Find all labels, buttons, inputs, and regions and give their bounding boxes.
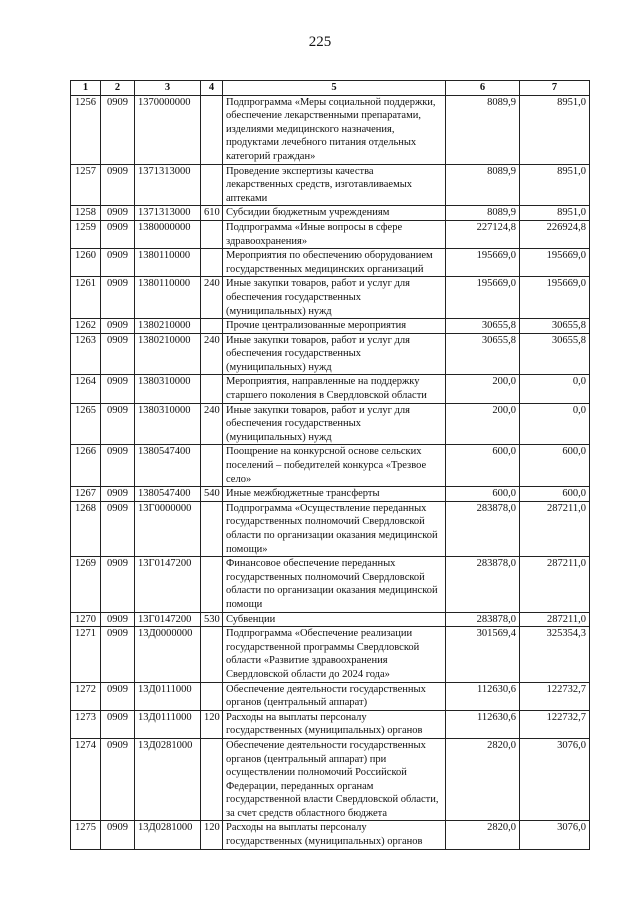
- item-name: Субвенции: [223, 612, 446, 627]
- amount-year-1: 8089,9: [446, 164, 520, 206]
- table-row: [71, 487, 590, 502]
- item-name: Иные закупки товаров, работ и услуг для обеспечения государственных (муниципальных) нужд: [223, 403, 446, 445]
- target-code: 1380000000: [135, 220, 201, 248]
- item-name: Мероприятия, направленные на поддержку старшего поколения в Свердловской области: [223, 375, 446, 403]
- expense-type: [201, 319, 223, 334]
- expense-type: 120: [201, 710, 223, 738]
- item-name: Поощрение на конкурсной основе сельских поселений – победителей конкурса «Трезвое село»: [223, 445, 446, 487]
- amount-year-1: 301569,4: [446, 627, 520, 682]
- section-code: 0909: [101, 249, 135, 277]
- table-row: [71, 557, 590, 612]
- table-row: [71, 375, 590, 403]
- row-number: 1274: [71, 738, 101, 821]
- target-code: 1371313000: [135, 206, 201, 221]
- amount-year-2: 600,0: [520, 487, 590, 502]
- item-name: Подпрограмма «Обеспечение реализации государственной программы Свердловской области «Развитие здравоохранения Свердловской области до 2024 года»: [223, 627, 446, 682]
- expense-type: 240: [201, 277, 223, 319]
- column-header: 4: [201, 81, 223, 96]
- item-name: Прочие централизованные мероприятия: [223, 319, 446, 334]
- target-code: 1380110000: [135, 249, 201, 277]
- item-name: Иные закупки товаров, работ и услуг для обеспечения государственных (муниципальных) нужд: [223, 333, 446, 375]
- table-row: [71, 612, 590, 627]
- target-code: 1371313000: [135, 164, 201, 206]
- amount-year-2: 600,0: [520, 445, 590, 487]
- amount-year-1: 8089,9: [446, 206, 520, 221]
- table-row: [71, 445, 590, 487]
- target-code: 1380547400: [135, 445, 201, 487]
- row-number: 1256: [71, 95, 101, 164]
- row-number: 1260: [71, 249, 101, 277]
- row-number: 1258: [71, 206, 101, 221]
- target-code: 13Д0000000: [135, 627, 201, 682]
- expense-type: [201, 682, 223, 710]
- amount-year-1: 200,0: [446, 403, 520, 445]
- section-code: 0909: [101, 220, 135, 248]
- item-name: Обеспечение деятельности государственных органов (центральный аппарат) при осуществлении полномочий Российской Федерации, переданных органам государственной власти Свердловской области, за счет средств областного бюджета: [223, 738, 446, 821]
- target-code: 1380310000: [135, 375, 201, 403]
- amount-year-1: 227124,8: [446, 220, 520, 248]
- section-code: 0909: [101, 821, 135, 849]
- expense-type: [201, 95, 223, 164]
- section-code: 0909: [101, 375, 135, 403]
- row-number: 1273: [71, 710, 101, 738]
- column-header: 1: [71, 81, 101, 96]
- table-row: [71, 738, 590, 821]
- target-code: 1370000000: [135, 95, 201, 164]
- amount-year-2: 122732,7: [520, 682, 590, 710]
- item-name: Проведение экспертизы качества лекарственных средств, изготавливаемых аптеками: [223, 164, 446, 206]
- table-row: [71, 319, 590, 334]
- table-header-row: [71, 81, 590, 96]
- row-number: 1270: [71, 612, 101, 627]
- row-number: 1266: [71, 445, 101, 487]
- expense-type: [201, 557, 223, 612]
- amount-year-2: 3076,0: [520, 821, 590, 849]
- row-number: 1261: [71, 277, 101, 319]
- section-code: 0909: [101, 501, 135, 556]
- row-number: 1271: [71, 627, 101, 682]
- expense-type: [201, 445, 223, 487]
- section-code: 0909: [101, 333, 135, 375]
- amount-year-2: 30655,8: [520, 333, 590, 375]
- expense-type: [201, 375, 223, 403]
- section-code: 0909: [101, 95, 135, 164]
- amount-year-2: 0,0: [520, 403, 590, 445]
- expense-type: 540: [201, 487, 223, 502]
- section-code: 0909: [101, 738, 135, 821]
- section-code: 0909: [101, 319, 135, 334]
- column-header: 2: [101, 81, 135, 96]
- expense-type: [201, 627, 223, 682]
- item-name: Подпрограмма «Осуществление переданных государственных полномочий Свердловской области по организации оказания медицинской помощи»: [223, 501, 446, 556]
- row-number: 1269: [71, 557, 101, 612]
- expense-type: [201, 164, 223, 206]
- section-code: 0909: [101, 277, 135, 319]
- row-number: 1259: [71, 220, 101, 248]
- target-code: 1380110000: [135, 277, 201, 319]
- amount-year-1: 30655,8: [446, 333, 520, 375]
- section-code: 0909: [101, 557, 135, 612]
- section-code: 0909: [101, 445, 135, 487]
- item-name: Подпрограмма «Меры социальной поддержки, обеспечение лекарственными препаратами, изделиями медицинского назначения, продуктами лечебного питания отдельных категорий граждан»: [223, 95, 446, 164]
- amount-year-2: 3076,0: [520, 738, 590, 821]
- amount-year-2: 287211,0: [520, 501, 590, 556]
- expense-type: [201, 501, 223, 556]
- row-number: 1264: [71, 375, 101, 403]
- row-number: 1267: [71, 487, 101, 502]
- target-code: 13Д0111000: [135, 682, 201, 710]
- amount-year-2: 30655,8: [520, 319, 590, 334]
- row-number: 1257: [71, 164, 101, 206]
- expense-type: 240: [201, 333, 223, 375]
- amount-year-1: 30655,8: [446, 319, 520, 334]
- target-code: 13Г0147200: [135, 557, 201, 612]
- amount-year-2: 287211,0: [520, 612, 590, 627]
- amount-year-1: 195669,0: [446, 277, 520, 319]
- item-name: Субсидии бюджетным учреждениям: [223, 206, 446, 221]
- item-name: Расходы на выплаты персоналу государственных (муниципальных) органов: [223, 710, 446, 738]
- expense-type: 530: [201, 612, 223, 627]
- budget-table: [70, 80, 590, 850]
- target-code: 13Г0147200: [135, 612, 201, 627]
- item-name: Иные закупки товаров, работ и услуг для обеспечения государственных (муниципальных) нужд: [223, 277, 446, 319]
- section-code: 0909: [101, 612, 135, 627]
- amount-year-1: 2820,0: [446, 738, 520, 821]
- expense-type: [201, 738, 223, 821]
- section-code: 0909: [101, 206, 135, 221]
- table-row: [71, 821, 590, 849]
- target-code: 1380547400: [135, 487, 201, 502]
- expense-type: 240: [201, 403, 223, 445]
- item-name: Мероприятия по обеспечению оборудованием государственных медицинских организаций: [223, 249, 446, 277]
- amount-year-1: 200,0: [446, 375, 520, 403]
- table-row: [71, 95, 590, 164]
- item-name: Обеспечение деятельности государственных органов (центральный аппарат): [223, 682, 446, 710]
- table-row: [71, 249, 590, 277]
- table-row: [71, 277, 590, 319]
- section-code: 0909: [101, 164, 135, 206]
- expense-type: [201, 249, 223, 277]
- table-row: [71, 206, 590, 221]
- page-number: 225: [308, 34, 332, 50]
- column-header: 3: [135, 81, 201, 96]
- amount-year-1: 283878,0: [446, 501, 520, 556]
- amount-year-2: 287211,0: [520, 557, 590, 612]
- table-row: [71, 333, 590, 375]
- table-row: [71, 710, 590, 738]
- amount-year-2: 325354,3: [520, 627, 590, 682]
- item-name: Подпрограмма «Иные вопросы в сфере здравоохранения»: [223, 220, 446, 248]
- row-number: 1268: [71, 501, 101, 556]
- target-code: 13Д0111000: [135, 710, 201, 738]
- target-code: 1380210000: [135, 319, 201, 334]
- amount-year-1: 283878,0: [446, 557, 520, 612]
- amount-year-2: 195669,0: [520, 277, 590, 319]
- expense-type: 610: [201, 206, 223, 221]
- amount-year-1: 8089,9: [446, 95, 520, 164]
- expense-type: 120: [201, 821, 223, 849]
- column-header: 7: [520, 81, 590, 96]
- row-number: 1265: [71, 403, 101, 445]
- table-row: [71, 220, 590, 248]
- amount-year-2: 195669,0: [520, 249, 590, 277]
- amount-year-1: 600,0: [446, 487, 520, 502]
- expense-type: [201, 220, 223, 248]
- row-number: 1275: [71, 821, 101, 849]
- item-name: Финансовое обеспечение переданных государственных полномочий Свердловской области по организации оказания медицинской помощи: [223, 557, 446, 612]
- row-number: 1262: [71, 319, 101, 334]
- target-code: 13Д0281000: [135, 738, 201, 821]
- amount-year-2: 8951,0: [520, 206, 590, 221]
- target-code: 1380310000: [135, 403, 201, 445]
- target-code: 13Г0000000: [135, 501, 201, 556]
- amount-year-2: 0,0: [520, 375, 590, 403]
- amount-year-1: 112630,6: [446, 682, 520, 710]
- amount-year-2: 122732,7: [520, 710, 590, 738]
- amount-year-1: 112630,6: [446, 710, 520, 738]
- amount-year-1: 2820,0: [446, 821, 520, 849]
- table-row: [71, 501, 590, 556]
- amount-year-2: 8951,0: [520, 95, 590, 164]
- column-header: 6: [446, 81, 520, 96]
- section-code: 0909: [101, 403, 135, 445]
- amount-year-2: 8951,0: [520, 164, 590, 206]
- column-header: 5: [223, 81, 446, 96]
- section-code: 0909: [101, 682, 135, 710]
- table-row: [71, 682, 590, 710]
- target-code: 1380210000: [135, 333, 201, 375]
- target-code: 13Д0281000: [135, 821, 201, 849]
- amount-year-1: 195669,0: [446, 249, 520, 277]
- section-code: 0909: [101, 710, 135, 738]
- item-name: Расходы на выплаты персоналу государственных (муниципальных) органов: [223, 821, 446, 849]
- row-number: 1272: [71, 682, 101, 710]
- amount-year-2: 226924,8: [520, 220, 590, 248]
- amount-year-1: 283878,0: [446, 612, 520, 627]
- table-row: [71, 627, 590, 682]
- item-name: Иные межбюджетные трансферты: [223, 487, 446, 502]
- section-code: 0909: [101, 627, 135, 682]
- row-number: 1263: [71, 333, 101, 375]
- amount-year-1: 600,0: [446, 445, 520, 487]
- table-row: [71, 403, 590, 445]
- section-code: 0909: [101, 487, 135, 502]
- table-row: [71, 164, 590, 206]
